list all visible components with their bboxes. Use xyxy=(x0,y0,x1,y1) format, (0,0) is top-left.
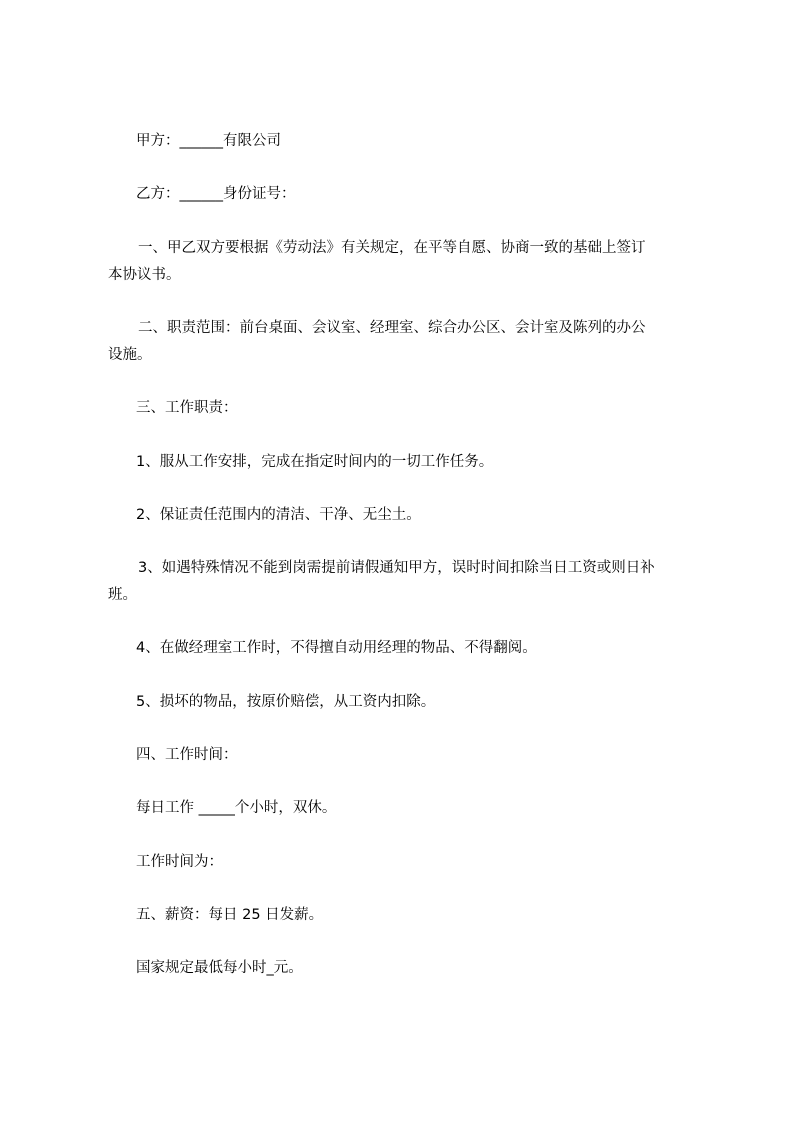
clause-1-text: 一、甲乙双方要根据《劳动法》有关规定，在平等自愿、协商一致的基础上签订 xyxy=(138,240,646,256)
party-b-text: 乙方：______身份证号： xyxy=(136,186,296,202)
clause-1-line-1 xyxy=(108,238,708,258)
duty-3-text: 3、如遇特殊情况不能到岗需提前请假通知甲方，误时时间扣除当日工资或则日补 xyxy=(138,560,655,576)
clause-3-title-line xyxy=(108,398,708,418)
min-wage-line xyxy=(108,958,708,978)
duty-1-line xyxy=(108,452,708,472)
party-a-line xyxy=(108,131,708,151)
duty-4-text: 4、在做经理室工作时，不得擅自动用经理的物品、不得翻阅。 xyxy=(136,640,537,656)
duty-5-line xyxy=(108,692,708,712)
duty-2-text: 2、保证责任范围内的清洁、干净、无尘土。 xyxy=(136,507,421,523)
duty-1-text: 1、服从工作安排，完成在指定时间内的一切工作任务。 xyxy=(136,454,494,470)
daily-hours-line xyxy=(108,798,708,818)
clause-2-text: 二、职责范围：前台桌面、会议室、经理室、综合办公区、会计室及陈列的办公 xyxy=(138,320,646,336)
clause-2-continuation: 设施。 xyxy=(108,347,152,363)
clause-5-title-line xyxy=(108,905,708,925)
clause-2-line-2 xyxy=(108,345,152,365)
min-wage-text: 国家规定最低每小时_元。 xyxy=(136,960,303,976)
work-time-text: 工作时间为： xyxy=(136,854,223,870)
daily-hours-text: 每日工作 _____个小时，双休。 xyxy=(136,800,337,816)
duty-4-line xyxy=(108,638,708,658)
duty-2-line xyxy=(108,505,708,525)
party-a-text: 甲方：______有限公司 xyxy=(136,133,281,149)
duty-3-continuation: 班。 xyxy=(108,587,137,603)
clause-1-line-2 xyxy=(108,265,181,285)
duty-3-line-1 xyxy=(108,558,708,578)
clause-1-continuation: 本协议书。 xyxy=(108,267,181,283)
duty-3-line-2 xyxy=(108,585,137,605)
clause-4-title-line xyxy=(108,745,708,765)
clause-3-title: 三、工作职责： xyxy=(136,400,238,416)
clause-4-title: 四、工作时间： xyxy=(136,747,238,763)
work-time-line xyxy=(108,852,708,872)
clause-5-title: 五、薪资：每日 25 日发薪。 xyxy=(136,907,324,923)
party-b-line xyxy=(108,184,708,204)
duty-5-text: 5、损坏的物品，按原价赔偿，从工资内扣除。 xyxy=(136,694,436,710)
clause-2-line-1 xyxy=(108,318,708,338)
